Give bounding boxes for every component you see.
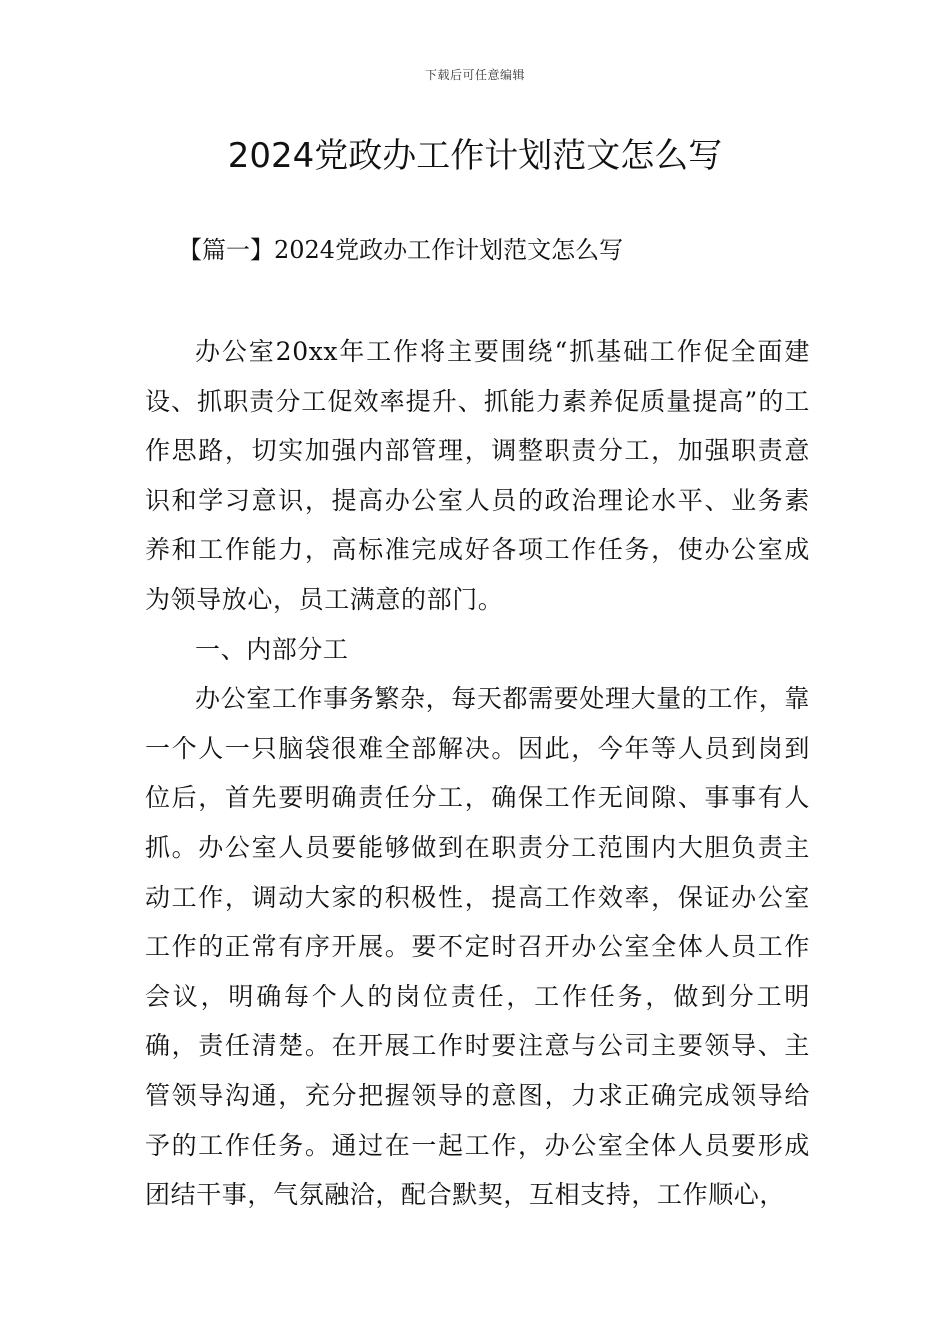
paragraph-division-details: 办公室工作事务繁杂，每天都需要处理大量的工作，靠一个人一只脑袋很难全部解决。因此，今年等人员到岗到位后，首先要明确责任分工，确保工作无间隙、事事有人抓。办公室人员要能够做到在职责分工范围内大胆负责主动工作，调动大家的积极性，提高工作效率，保证办公室工作的正常有序开展。要不定时召开办公室全体人员工作会议，明确每个人的岗位责任，工作任务，做到分工明确，责任清楚。在开展工作时要注意与公司主要领导、主管领导沟通，充分把握领导的意图，力求正确完成领导给予的工作任务。通过在一起工作，办公室全体人员要形成团结干事，气氛融洽，配合默契，互相支持，工作顺心， bbox=[145, 684, 810, 1210]
paragraph-intro: 办公室20xx年工作将主要围绕“抓基础工作促全面建设、抓职责分工促效率提升、抓能力素养促质量提高”的工作思路，切实加强内部管理，调整职责分工，加强职责意识和学习意识，提高办公室人员的政治理论水平、业务素养和工作能力，高标准完成好各项工作任务，使办公室成为领导放心，员工满意的部门。 bbox=[145, 337, 810, 614]
document-title: 2024党政办工作计划范文怎么写 bbox=[227, 136, 723, 176]
download-note: 下载后可任意编辑 bbox=[424, 68, 525, 82]
document-body bbox=[145, 327, 810, 1220]
subheading-internal-division: 一、内部分工 bbox=[195, 634, 349, 664]
section-title: 【篇一】2024党政办工作计划范文怎么写 bbox=[178, 236, 624, 264]
